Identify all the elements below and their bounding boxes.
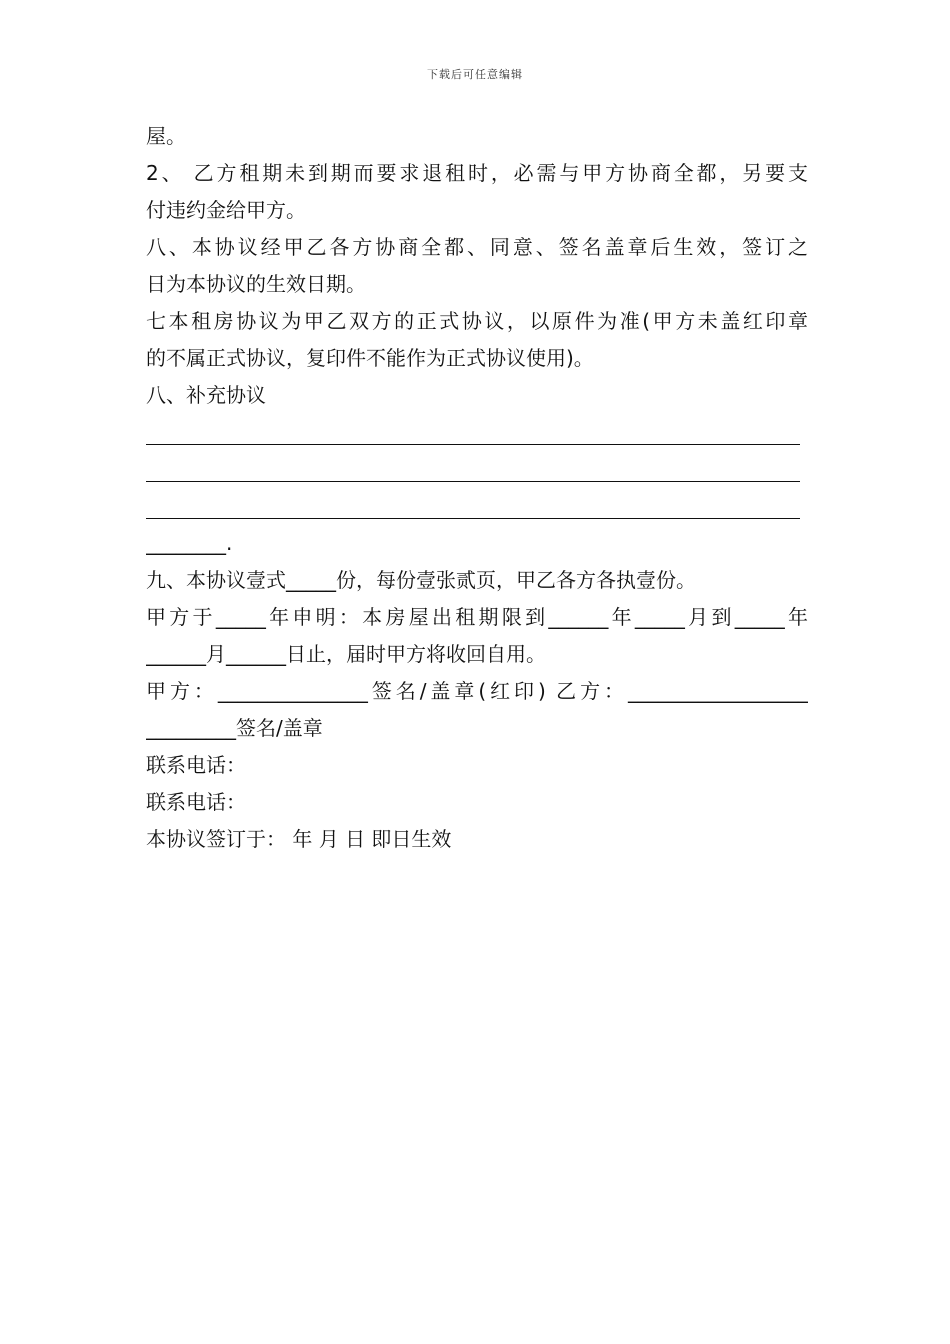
paragraph-line: 屋。	[146, 124, 186, 148]
blank-fill-line	[146, 488, 808, 525]
paragraph-line: 甲方于_____年申明：本房屋出租期限到______年_____月到_____年	[146, 605, 808, 629]
paragraph-line: 的不属正式协议，复印件不能作为正式协议使用)。	[146, 346, 594, 370]
paragraph-line: 九、本协议壹式_____份，每份壹张贰页，甲乙各方各执壹份。	[146, 568, 696, 592]
document-body	[146, 118, 808, 858]
section-heading: 八、补充协议	[146, 383, 266, 407]
paragraph-line: 2、 乙方租期未到期而要求退租时，必需与甲方协商全都，另要支	[146, 161, 808, 185]
paragraph-line: 日为本协议的生效日期。	[146, 272, 366, 296]
page-header: 下载后可任意编辑	[427, 68, 523, 81]
paragraph-line: 八、本协议经甲乙各方协商全都、同意、签名盖章后生效，签订之	[146, 235, 808, 259]
paragraph-line: 付违约金给甲方。	[146, 198, 306, 222]
signing-date-line: 本协议签订于： 年 月 日 即日生效	[146, 827, 452, 851]
contact-phone-line: 联系电话：	[146, 790, 246, 814]
paragraph-line: ______月______日止，届时甲方将收回自用。	[146, 642, 546, 666]
signature-line: _________签名/盖章	[146, 716, 323, 740]
contact-phone-line: 联系电话：	[146, 753, 246, 777]
signature-line: 甲方：_______________签名/盖章(红印) 乙方：__________________	[146, 679, 808, 703]
blank-fill-tail: ________.	[146, 531, 233, 555]
blank-fill-line	[146, 451, 808, 488]
paragraph-line: 七本租房协议为甲乙双方的正式协议，以原件为准(甲方未盖红印章	[146, 309, 808, 333]
blank-fill-line	[146, 414, 808, 451]
